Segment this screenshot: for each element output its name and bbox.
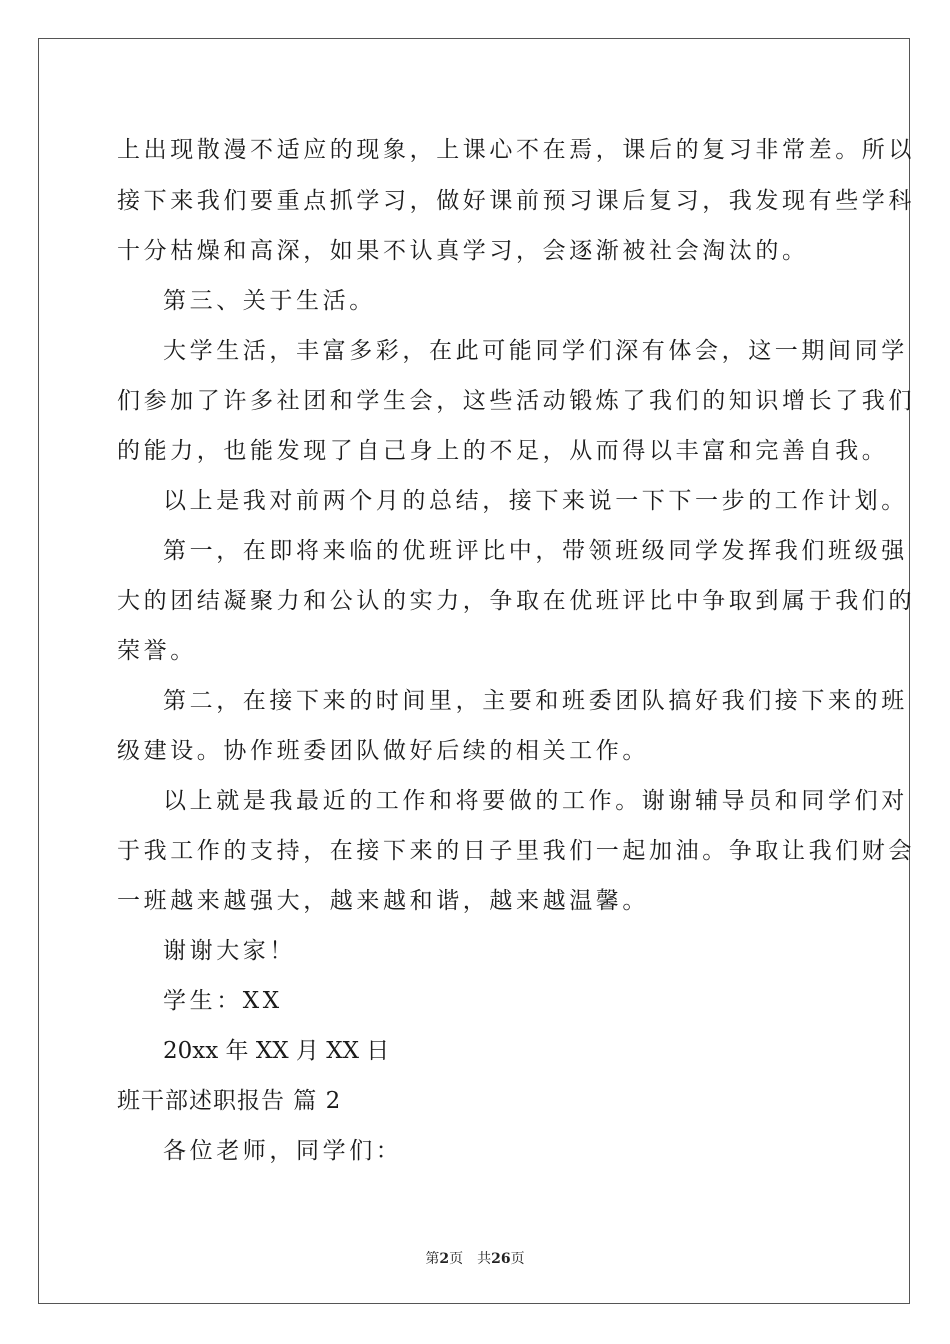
body-line: 第一，在即将来临的优班评比中，带领班级同学发挥我们班级强	[163, 538, 908, 564]
body-line: 十分枯燥和高深，如果不认真学习，会逐渐被社会淘汰的。	[117, 238, 809, 264]
body-line: 级建设。协作班委团队做好后续的相关工作。	[117, 738, 649, 764]
body-line: 于我工作的支持，在接下来的日子里我们一起加油。争取让我们财会	[117, 838, 915, 864]
salutation: 各位老师，同学们：	[163, 1138, 403, 1164]
report-title: 班干部述职报告 篇 2	[117, 1088, 342, 1114]
footer-total-pages: 26	[491, 1251, 511, 1267]
page-footer	[0, 1248, 950, 1268]
closing-thanks: 谢谢大家！	[163, 938, 296, 964]
signature-student: 学生：XX	[163, 988, 283, 1014]
body-line: 大学生活，丰富多彩，在此可能同学们深有体会，这一期间同学	[163, 338, 908, 364]
body-line: 的能力，也能发现了自己身上的不足，从而得以丰富和完善自我。	[117, 438, 889, 464]
section-heading: 第三、关于生活。	[163, 288, 376, 314]
signature-date: 20xx 年 XX 月 XX 日	[163, 1038, 390, 1064]
body-line: 一班越来越强大，越来越和谐，越来越温馨。	[117, 888, 649, 914]
body-line: 大的团结凝聚力和公认的实力，争取在优班评比中争取到属于我们的	[117, 588, 915, 614]
footer-prefix: 第	[425, 1251, 440, 1267]
body-line: 第二，在接下来的时间里，主要和班委团队搞好我们接下来的班	[163, 688, 908, 714]
body-line: 以上就是我最近的工作和将要做的工作。谢谢辅导员和同学们对	[163, 788, 908, 814]
body-line: 荣誉。	[117, 638, 197, 664]
body-line: 以上是我对前两个月的总结，接下来说一下下一步的工作计划。	[163, 488, 908, 514]
body-line: 接下来我们要重点抓学习，做好课前预习课后复习，我发现有些学科	[117, 188, 915, 214]
body-line: 们参加了许多社团和学生会，这些活动锻炼了我们的知识增长了我们	[117, 388, 915, 414]
footer-suffix: 页	[510, 1251, 525, 1267]
footer-page-number: 2	[439, 1251, 450, 1267]
footer-mid: 页 共	[449, 1251, 492, 1267]
body-line: 上出现散漫不适应的现象，上课心不在焉，课后的复习非常差。所以	[117, 137, 915, 163]
